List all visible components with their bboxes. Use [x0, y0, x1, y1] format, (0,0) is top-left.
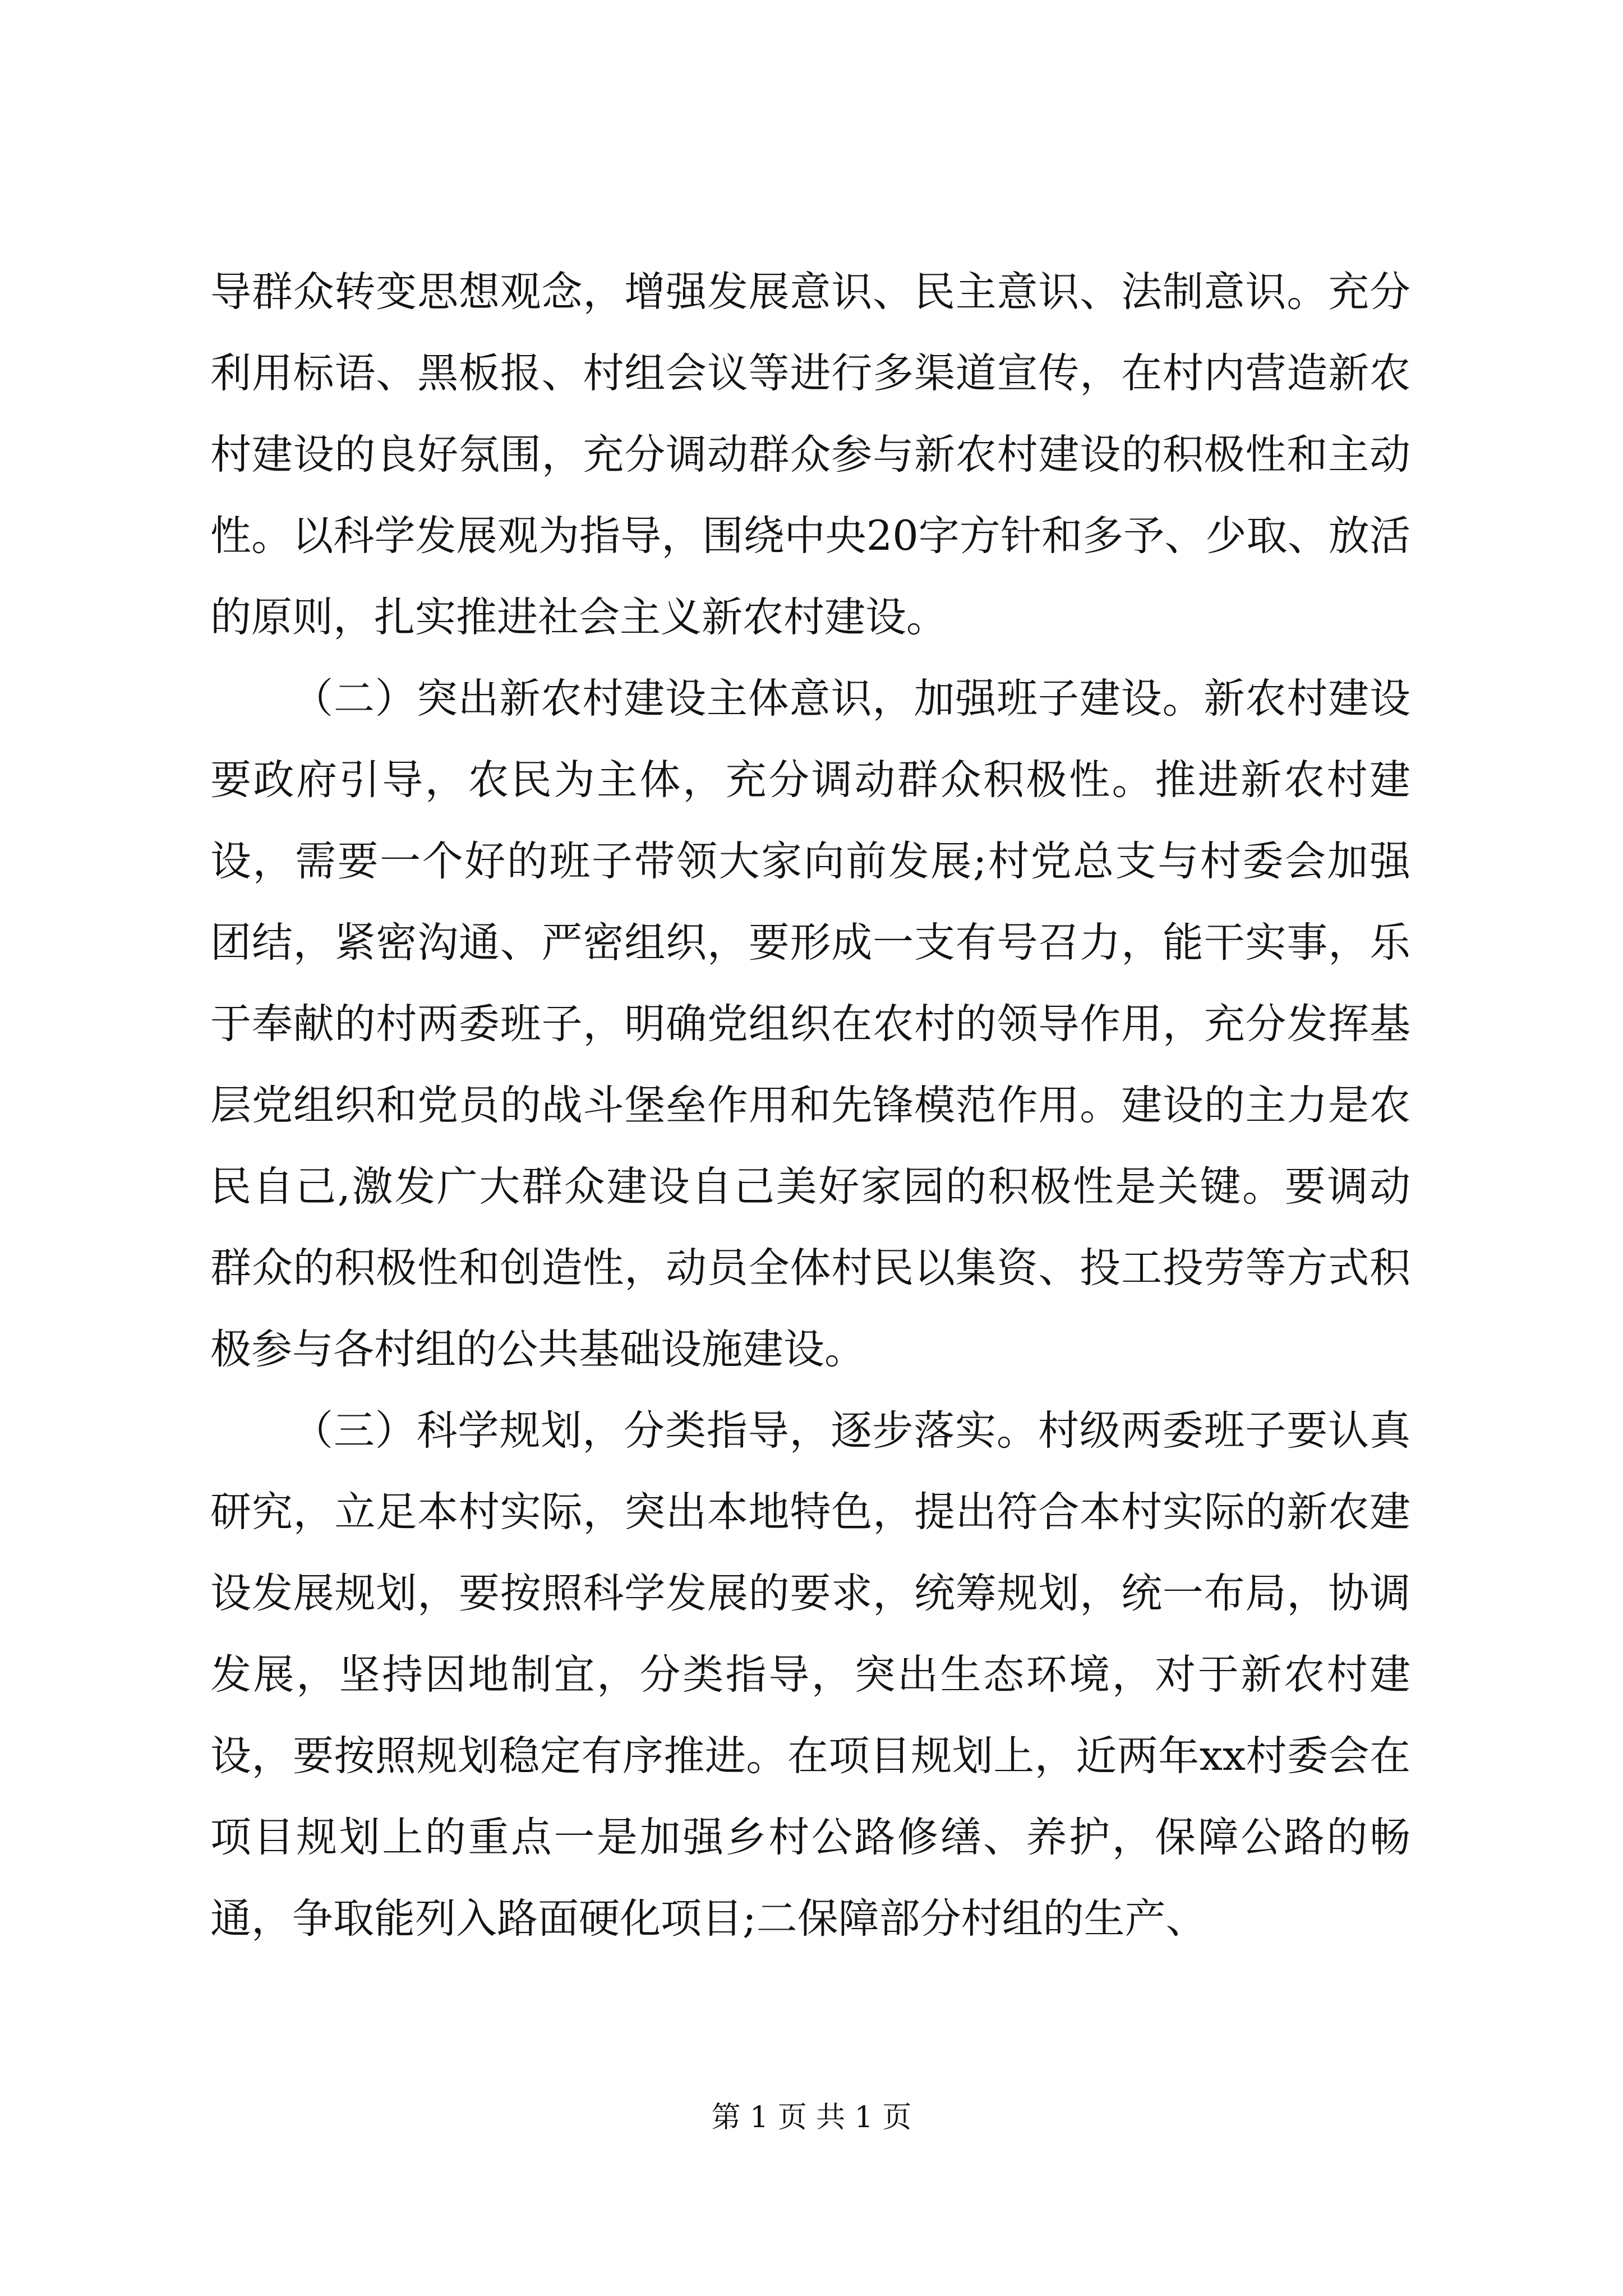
- document-body: [210, 251, 1410, 1959]
- paragraph-section-2: （二）突出新农村建设主体意识，加强班子建设。新农村建设要政府引导，农民为主体，充分调动群众积极性。推进新农村建设，需要一个好的班子带领大家向前发展;村党总支与村委会加强团结，紧密沟通、严密组织，要形成一支有号召力，能干实事，乐于奉献的村两委班子，明确党组织在农村的领导作用，充分发挥基层党组织和党员的战斗堡垒作用和先锋模范作用。建设的主力是农民自己,激发广大群众建设自己美好家园的积极性是关键。要调动群众的积极性和创造性，动员全体村民以集资、投工投劳等方式积极参与各村组的公共基础设施建设。: [210, 675, 1410, 1373]
- paragraph-continuation: 导群众转变思想观念，增强发展意识、民主意识、法制意识。充分利用标语、黑板报、村组会议等进行多渠道宣传，在村内营造新农村建设的良好氛围，充分调动群众参与新农村建设的积极性和主动性。以科学发展观为指导，围绕中央20字方针和多予、少取、放活的原则，扎实推进社会主义新农村建设。: [210, 268, 1410, 641]
- page-number-label: 第 1 页 共 1 页: [711, 2101, 912, 2134]
- paragraph-section-3: （三）科学规划，分类指导，逐步落实。村级两委班子要认真研究，立足本村实际，突出本地特色，提出符合本村实际的新农建设发展规划，要按照科学发展的要求，统筹规划，统一布局，协调发展，坚持因地制宜，分类指导，突出生态环境，对于新农村建设，要按照规划稳定有序推进。在项目规划上，近两年xx村委会在项目规划上的重点一是加强乡村公路修缮、养护，保障公路的畅通，争取能列入路面硬化项目;二保障部分村组的生产、: [210, 1407, 1410, 1943]
- page-footer: [0, 2098, 1623, 2137]
